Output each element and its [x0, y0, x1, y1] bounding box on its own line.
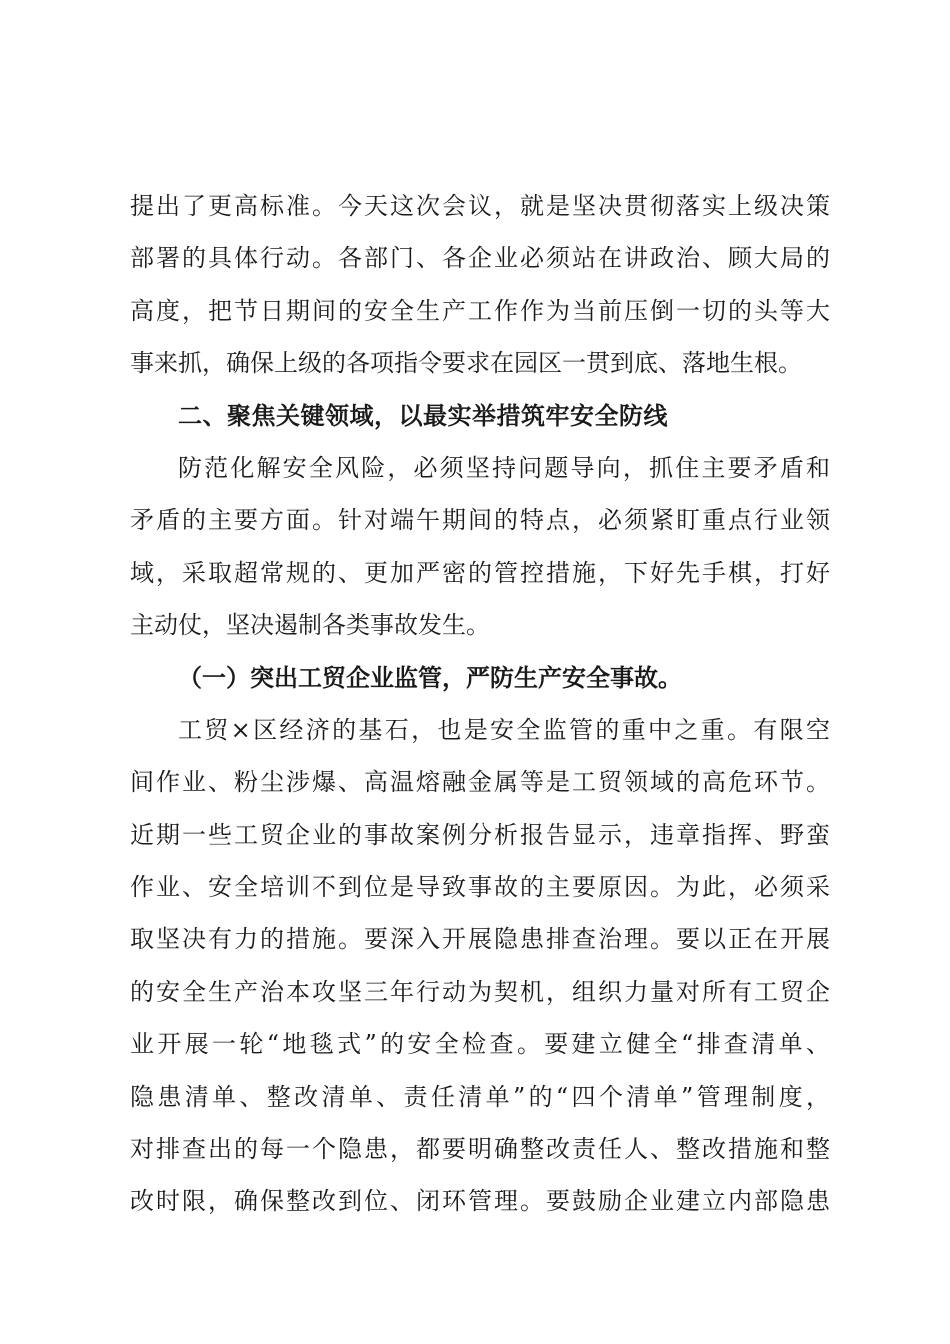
paragraph-line: 矛盾的主要方面。针对端午期间的特点，必须紧盯重点行业领: [130, 506, 830, 535]
section-heading: 二、聚焦关键领域，以最实举措筑牢安全防线: [178, 401, 668, 430]
paragraph-line: 取坚决有力的措施。要深入开展隐患排查治理。要以正在开展: [130, 925, 830, 954]
paragraph-line: 域，采取超常规的、更加严密的管控措施，下好先手棋，打好: [130, 558, 830, 587]
paragraph-line: 部署的具体行动。各部门、各企业必须站在讲政治、顾大局的: [130, 244, 830, 273]
paragraph-line: 的安全生产治本攻坚三年行动为契机，组织力量对所有工贸企: [130, 977, 830, 1006]
document-body: [130, 180, 830, 1228]
paragraph-line: 对排查出的每一个隐患，都要明确整改责任人、整改措施和整: [130, 1135, 830, 1164]
paragraph-line: 工贸×区经济的基石，也是安全监管的重中之重。有限空: [178, 715, 830, 744]
paragraph-line: 提出了更高标准。今天这次会议，就是坚决贯彻落实上级决策: [130, 192, 830, 220]
paragraph-line: 改时限，确保整改到位、闭环管理。要鼓励企业建立内部隐患: [130, 1187, 830, 1216]
paragraph-line: 业开展一轮“地毯式”的安全检查。要建立健全“排查清单、: [130, 1030, 830, 1059]
paragraph-line: 间作业、粉尘涉爆、高温熔融金属等是工贸领域的高危环节。: [130, 768, 830, 797]
paragraph-line: 高度，把节日期间的安全生产工作作为当前压倒一切的头等大: [130, 296, 830, 325]
paragraph-line: 近期一些工贸企业的事故案例分析报告显示，违章指挥、野蛮: [130, 820, 830, 849]
subsection-heading: （一）突出工贸企业监管，严防生产安全事故。: [178, 662, 682, 692]
paragraph-line: 主动仗，坚决遏制各类事故发生。: [130, 611, 490, 640]
paragraph-line: 作业、安全培训不到位是导致事故的主要原因。为此，必须采: [130, 873, 830, 902]
paragraph-line: 事来抓，确保上级的各项指令要求在园区一贯到底、落地生根。: [130, 349, 802, 378]
paragraph-line: 防范化解安全风险，必须坚持问题导向，抓住主要矛盾和: [178, 453, 830, 482]
paragraph-line: 隐患清单、整改清单、责任清单”的“四个清单”管理制度，: [130, 1082, 830, 1111]
